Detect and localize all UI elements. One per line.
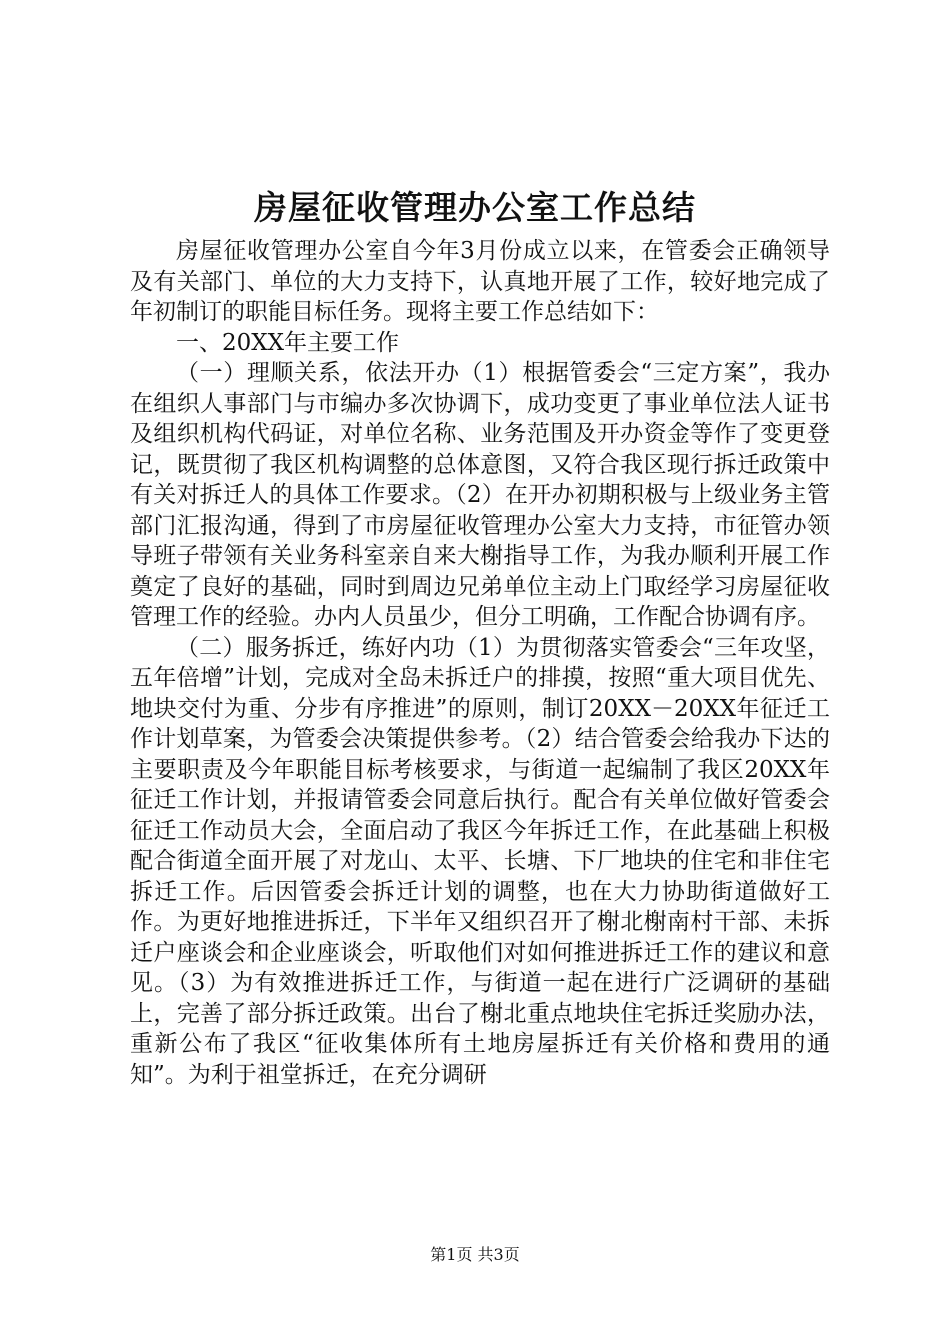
section-one-paragraph: （一）理顺关系，依法开办（1）根据管委会“三定方案”，我办在组织人事部门与市编办多次协调下，成功变更了事业单位法人证书及组织机构代码证，对单位名称、业务范围及开办资金等作了变更登记，既贯彻了我区机构调整的总体意图，又符合我区现行拆迁政策中有关对拆迁人的具体工作要求。（2）在开办初期积极与上级业务主管部门汇报沟通，得到了市房屋征收管理办公室大力支持，市征管办领导班子带领有关业务科室亲自来大榭指导工作，为我办顺利开展工作奠定了良好的基础，同时到周边兄弟单位主动上门取经学习房屋征收管理工作的经验。办内人员虽少，但分工明确，工作配合协调有序。 bbox=[130, 360, 830, 630]
page-footer: 第1页 共3页 bbox=[430, 1245, 520, 1264]
section-two-paragraph: （二）服务拆迁，练好内功（1）为贯彻落实管委会“三年攻坚，五年倍增”计划，完成对全岛未拆迁户的排摸，按照“重大项目优先、地块交付为重、分步有序推进”的原则，制订20XX－20XX年征迁工作计划草案，为管委会决策提供参考。（2）结合管委会给我办下达的主要职责及今年职能目标考核要求，与街道一起编制了我区20XX年征迁工作计划，并报请管委会同意后执行。配合有关单位做好管委会征迁工作动员大会，全面启动了我区今年拆迁工作，在此基础上积极配合街道全面开展了对龙山、太平、长塘、下厂地块的住宅和非住宅拆迁工作。后因管委会拆迁计划的调整，也在大力协助街道做好工作。为更好地推进拆迁，下半年又组织召开了榭北榭南村干部、未拆迁户座谈会和企业座谈会，听取他们对如何推进拆迁工作的建议和意见。（3）为有效推进拆迁工作，与街道一起在进行广泛调研的基础上，完善了部分拆迁政策。出台了榭北重点地块住宅拆迁奖励办法，重新公布了我区“征收集体所有土地房屋拆迁有关价格和费用的通知”。为利于祖堂拆迁，在充分调研 bbox=[130, 634, 830, 1088]
section-heading: 一、20XX年主要工作 bbox=[176, 329, 400, 356]
intro-paragraph: 房屋征收管理办公室自今年3月份成立以来，在管委会正确领导及有关部门、单位的大力支持下，认真地开展了工作，较好地完成了年初制订的职能目标任务。现将主要工作总结如下： bbox=[130, 238, 830, 325]
document-body bbox=[130, 236, 830, 1090]
document-title: 房屋征收管理办公室工作总结 bbox=[254, 188, 696, 227]
